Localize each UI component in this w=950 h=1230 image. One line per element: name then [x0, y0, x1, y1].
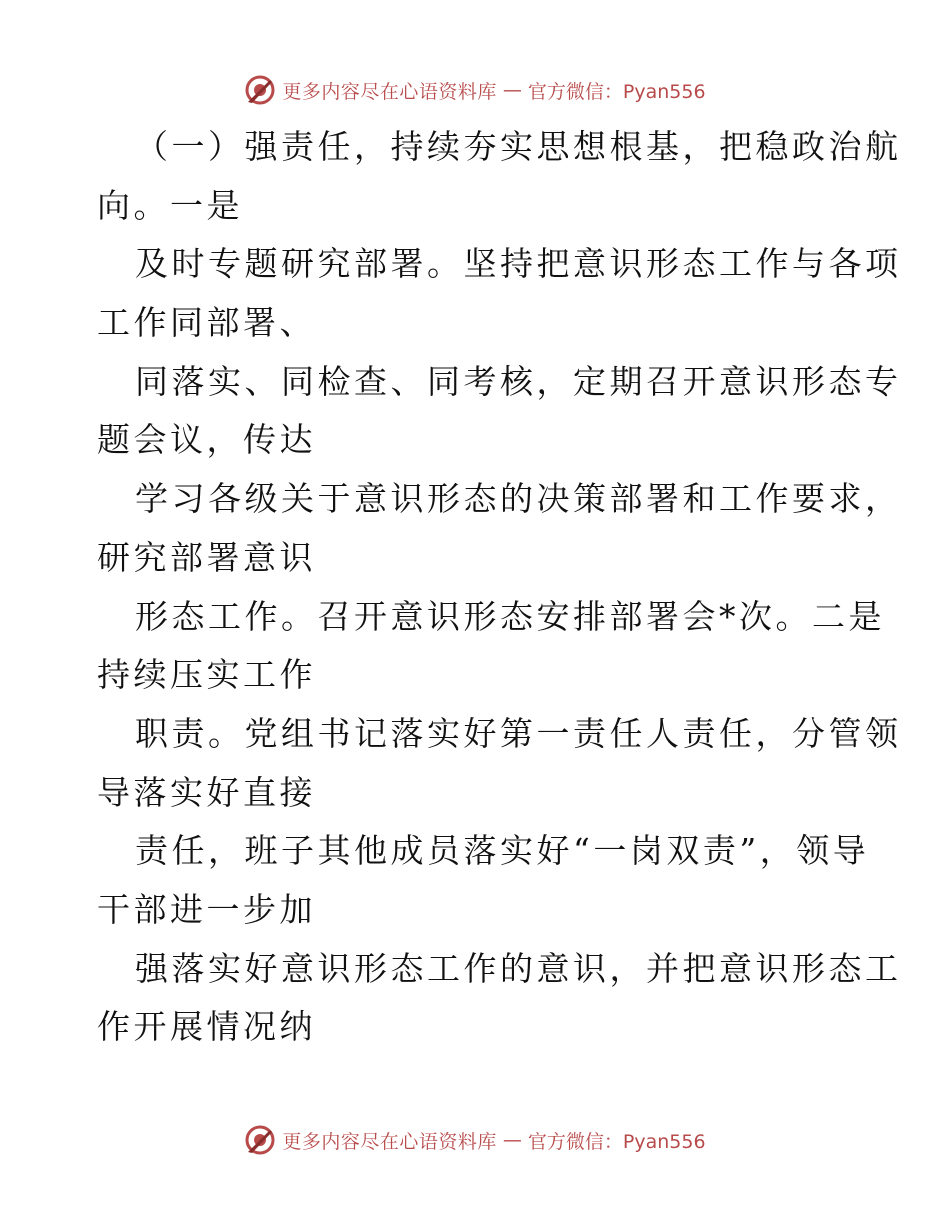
text-line: 持续压实工作 — [97, 655, 316, 695]
text-line: 题会议，传达 — [97, 420, 316, 460]
watermark-text: 更多内容尽在心语资料库 — [282, 1130, 497, 1153]
watermark-wechat: 官方微信：Pyan556 — [527, 80, 706, 103]
footer-watermark — [0, 1120, 950, 1160]
header-watermark — [0, 70, 950, 110]
watermark-separator: — — [502, 1129, 522, 1151]
text-line: 干部进一步加 — [97, 889, 316, 929]
text-line: 责任，班子其他成员落实好“一岗双责”，领导 — [135, 831, 870, 871]
quill-logo-icon — [244, 74, 276, 106]
text-line: 及时专题研究部署。坚持把意识形态工作与各项 — [135, 244, 902, 284]
text-line: 形态工作。召开意识形态安排部署会*次。二是 — [135, 596, 885, 636]
document-body — [97, 118, 902, 1057]
watermark-separator: — — [502, 79, 522, 101]
watermark-text: 更多内容尽在心语资料库 — [282, 80, 497, 103]
text-line: 工作同部署、 — [97, 303, 316, 343]
text-line: 导落实好直接 — [97, 772, 316, 812]
watermark-wechat: 官方微信：Pyan556 — [527, 1130, 706, 1153]
text-line: （一）强责任，持续夯实思想根基，把稳政治航 — [135, 127, 902, 166]
text-line: 向。一是 — [97, 185, 243, 225]
text-line: 研究部署意识 — [97, 537, 316, 577]
quill-logo-icon — [244, 1124, 276, 1156]
text-line: 职责。党组书记落实好第一责任人责任，分管领 — [135, 713, 902, 753]
text-line: 强落实好意识形态工作的意识，并把意识形态工 — [135, 948, 902, 988]
text-line: 学习各级关于意识形态的决策部署和工作要求， — [135, 479, 902, 519]
text-line: 作开展情况纳 — [97, 1007, 316, 1047]
text-line: 同落实、同检查、同考核，定期召开意识形态专 — [135, 361, 902, 401]
